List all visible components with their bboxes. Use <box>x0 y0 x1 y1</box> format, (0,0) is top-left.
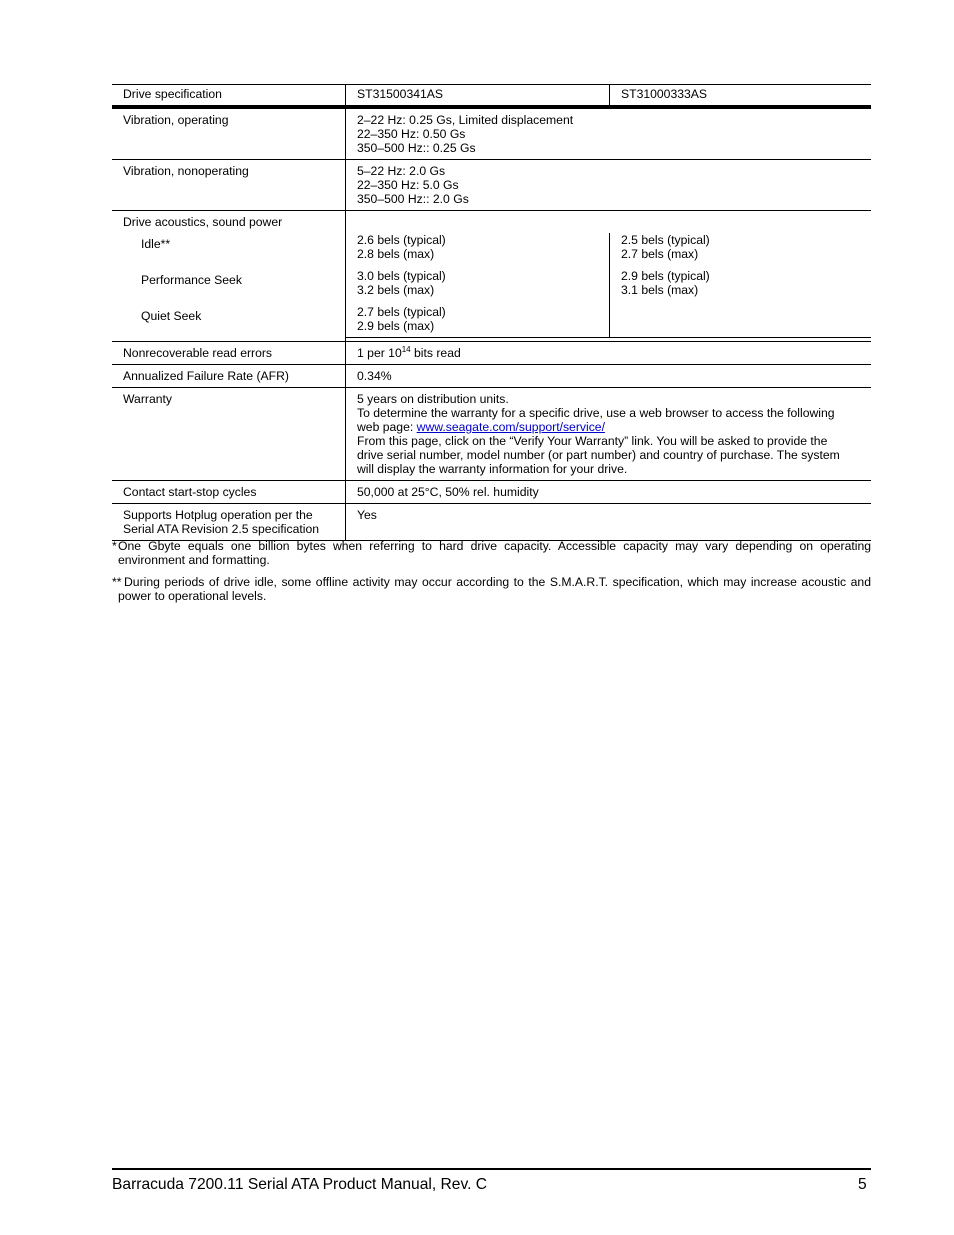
row-value <box>346 107 872 160</box>
model-a-acoustics <box>346 233 610 338</box>
footnote-2 <box>112 575 871 603</box>
value-line: 2.5 bels (typical) <box>621 233 710 247</box>
value-line: 2.8 bels (max) <box>357 247 435 261</box>
warranty-line <box>357 406 857 434</box>
header-label: Drive specification <box>112 85 346 108</box>
table-row-read-errors <box>112 342 871 365</box>
row-value: 0.34% <box>346 365 872 388</box>
value-line: 2.9 bels (max) <box>357 319 435 333</box>
warranty-link[interactable]: www.seagate.com/support/service/ <box>416 420 605 434</box>
quiet-seek-label: Quiet Seek <box>141 309 202 323</box>
row-label: Contact start-stop cycles <box>112 481 346 504</box>
drive-spec-table <box>112 84 871 541</box>
row-label: Nonrecoverable read errors <box>112 342 346 365</box>
footnotes <box>112 539 871 611</box>
value-line: 2.6 bels (typical) <box>357 233 446 247</box>
table-row-vibration-nonoperating <box>112 160 871 211</box>
table-header-row <box>112 85 871 108</box>
read-error-suffix: bits read <box>410 346 461 360</box>
row-label: Drive acoustics, sound power <box>123 215 283 229</box>
footer-rule <box>112 1168 871 1170</box>
value-line: 22–350 Hz: 5.0 Gs <box>357 178 459 192</box>
table-row-acoustics <box>112 211 871 342</box>
value-line: 3.0 bels (typical) <box>357 269 446 283</box>
footer-title: Barracuda 7200.11 Serial ATA Product Manual, Rev. C <box>112 1176 488 1193</box>
acoustics-values <box>346 211 872 342</box>
label-line: Serial ATA Revision 2.5 specification <box>123 522 319 536</box>
acoustics-inner-table <box>346 233 871 338</box>
row-value: Yes <box>346 504 872 541</box>
read-error-prefix: 1 per 10 <box>357 346 402 360</box>
row-value <box>346 388 872 481</box>
value-line: 2.9 bels (typical) <box>621 269 710 283</box>
row-label: Annualized Failure Rate (AFR) <box>112 365 346 388</box>
row-label <box>112 504 346 541</box>
table-row-afr <box>112 365 871 388</box>
row-label: Vibration, nonoperating <box>112 160 346 211</box>
footnote-text: One Gbyte equals one billion bytes when referring to hard drive capacity. Accessible capacity may vary depending on operating environment and formatting. <box>118 539 871 567</box>
value-line: 2–22 Hz: 0.25 Gs, Limited displacement <box>357 113 574 127</box>
footnote-mark: ** <box>112 575 122 589</box>
value-line: 22–350 Hz: 0.50 Gs <box>357 127 466 141</box>
value-line: 2.7 bels (typical) <box>357 305 446 319</box>
page-number: 5 <box>858 1176 867 1193</box>
footnote-1 <box>112 539 871 567</box>
table-row-warranty <box>112 388 871 481</box>
row-label: Warranty <box>112 388 346 481</box>
value-line: 3.2 bels (max) <box>357 283 435 297</box>
idle-label: Idle** <box>141 237 171 251</box>
warranty-line: From this page, click on the “Verify Your Warranty” link. You will be asked to provide the drive serial number, model number (or part number) and country of purchase. The system will display the warranty information for your drive. <box>357 434 840 476</box>
warranty-line: 5 years on distribution units. <box>357 392 509 406</box>
read-error-exponent: 14 <box>401 345 411 354</box>
footnote-mark: * <box>112 539 117 553</box>
value-line: 2.7 bels (max) <box>621 247 699 261</box>
row-value <box>346 342 872 365</box>
label-line: Supports Hotplug operation per the <box>123 508 313 522</box>
table-row-start-stop <box>112 481 871 504</box>
table-row-vibration-operating <box>112 107 871 160</box>
value-line: 350–500 Hz:: 2.0 Gs <box>357 192 469 206</box>
table-row-hotplug <box>112 504 871 541</box>
header-model-a: ST31500341AS <box>346 85 610 108</box>
warranty-text: To determine the warranty for a specific drive, use a web browser to access the following web page: <box>357 406 835 434</box>
value-line: 3.1 bels (max) <box>621 283 699 297</box>
row-value: 50,000 at 25°C, 50% rel. humidity <box>346 481 872 504</box>
footnote-text: During periods of drive idle, some offline activity may occur according to the S.M.A.R.T. specification, which may increase acoustic and power to operational levels. <box>118 575 871 603</box>
header-model-b: ST31000333AS <box>610 85 872 108</box>
performance-seek-label: Performance Seek <box>141 273 242 287</box>
row-label: Vibration, operating <box>112 107 346 160</box>
value-line: 5–22 Hz: 2.0 Gs <box>357 164 446 178</box>
value-line: 350–500 Hz:: 0.25 Gs <box>357 141 476 155</box>
row-value <box>346 160 872 211</box>
acoustics-labels <box>112 211 346 342</box>
model-b-acoustics <box>610 233 872 338</box>
